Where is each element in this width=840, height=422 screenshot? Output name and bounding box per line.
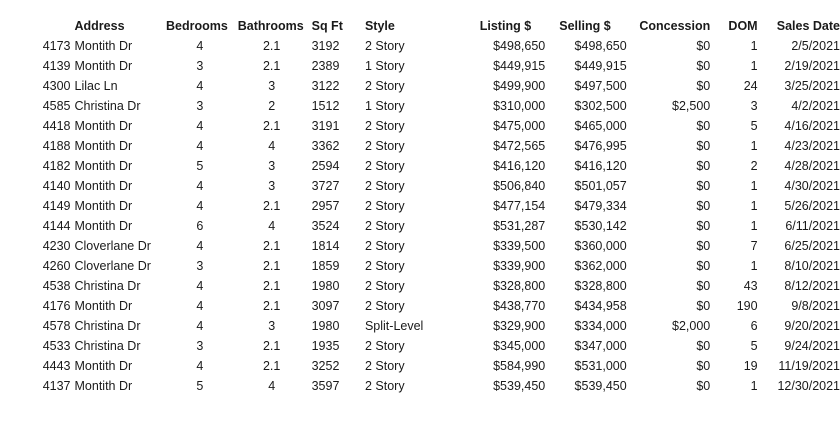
selling-price-cell: $328,800: [574, 279, 627, 293]
table-row: [0, 56, 840, 76]
sqft-cell: 3122: [311, 79, 340, 93]
sales-date-cell: 4/30/2021: [784, 179, 840, 193]
concession-cell: $0: [696, 159, 711, 173]
street-name-cell: Montith Dr: [74, 179, 133, 193]
sqft-cell: 3252: [311, 359, 340, 373]
street-name-cell: Montith Dr: [74, 59, 133, 73]
table-row: [0, 356, 840, 376]
address-number-cell: 4140: [42, 179, 71, 193]
sqft-cell: 3524: [311, 219, 340, 233]
sales-date-cell: 4/16/2021: [784, 119, 840, 133]
listing-price-cell: $416,120: [493, 159, 546, 173]
style-cell: 2 Story: [364, 179, 405, 193]
sales-date-cell: 9/8/2021: [791, 299, 840, 313]
sqft-cell: 1814: [311, 239, 340, 253]
bedrooms-cell: 4: [196, 39, 204, 53]
address-number-cell: 4149: [42, 199, 71, 213]
sqft-cell: 2389: [311, 59, 340, 73]
bathrooms-cell: 3: [268, 179, 276, 193]
street-name-cell: Christina Dr: [74, 339, 141, 353]
header-selling-price: Selling $: [559, 19, 611, 33]
header-bathrooms: Bathrooms: [237, 19, 304, 33]
selling-price-cell: $530,142: [574, 219, 627, 233]
dom-cell: 7: [750, 239, 758, 253]
bathrooms-cell: 2.1: [262, 299, 281, 313]
dom-cell: 3: [750, 99, 758, 113]
concession-cell: $0: [696, 279, 711, 293]
bedrooms-cell: 4: [196, 139, 204, 153]
style-cell: 2 Story: [364, 279, 405, 293]
address-number-cell: 4443: [42, 359, 71, 373]
sales-date-cell: 12/30/2021: [777, 379, 840, 393]
dom-cell: 24: [743, 79, 758, 93]
dom-cell: 1: [750, 219, 758, 233]
listing-price-cell: $531,287: [493, 219, 546, 233]
table-row: [0, 376, 840, 396]
bedrooms-cell: 4: [196, 119, 204, 133]
listing-price-cell: $472,565: [493, 139, 546, 153]
bathrooms-cell: 2.1: [262, 239, 281, 253]
listing-price-cell: $449,915: [493, 59, 546, 73]
dom-cell: 5: [750, 339, 758, 353]
bathrooms-cell: 3: [268, 79, 276, 93]
dom-cell: 1: [750, 199, 758, 213]
selling-price-cell: $539,450: [574, 379, 627, 393]
bedrooms-cell: 5: [196, 379, 204, 393]
bedrooms-cell: 3: [196, 339, 204, 353]
table-row: [0, 136, 840, 156]
listing-price-cell: $345,000: [493, 339, 546, 353]
street-name-cell: Lilac Ln: [74, 79, 118, 93]
concession-cell: $0: [696, 119, 711, 133]
dom-cell: 1: [750, 259, 758, 273]
table-row: [0, 336, 840, 356]
bedrooms-cell: 4: [196, 319, 204, 333]
street-name-cell: Montith Dr: [74, 379, 133, 393]
bedrooms-cell: 4: [196, 199, 204, 213]
table-row: [0, 116, 840, 136]
bathrooms-cell: 2.1: [262, 59, 281, 73]
bathrooms-cell: 2.1: [262, 199, 281, 213]
bedrooms-cell: 4: [196, 179, 204, 193]
address-number-cell: 4137: [42, 379, 71, 393]
bedrooms-cell: 6: [196, 219, 204, 233]
concession-cell: $0: [696, 259, 711, 273]
selling-price-cell: $434,958: [574, 299, 627, 313]
listing-price-cell: $328,800: [493, 279, 546, 293]
dom-cell: 190: [736, 299, 758, 313]
dom-cell: 43: [743, 279, 758, 293]
dom-cell: 6: [750, 319, 758, 333]
street-name-cell: Montith Dr: [74, 299, 133, 313]
selling-price-cell: $498,650: [574, 39, 627, 53]
table-row: [0, 276, 840, 296]
concession-cell: $2,500: [672, 99, 711, 113]
address-number-cell: 4578: [42, 319, 71, 333]
style-cell: 2 Story: [364, 159, 405, 173]
style-cell: 2 Story: [364, 199, 405, 213]
street-name-cell: Montith Dr: [74, 159, 133, 173]
table-row: [0, 96, 840, 116]
table-row: [0, 156, 840, 176]
listing-price-cell: $477,154: [493, 199, 546, 213]
sqft-cell: 2594: [311, 159, 340, 173]
sales-date-cell: 4/23/2021: [784, 139, 840, 153]
sales-date-cell: 3/25/2021: [784, 79, 840, 93]
bathrooms-cell: 2.1: [262, 339, 281, 353]
bathrooms-cell: 2.1: [262, 359, 281, 373]
style-cell: 2 Story: [364, 299, 405, 313]
style-cell: 1 Story: [364, 59, 405, 73]
dom-cell: 1: [750, 39, 758, 53]
header-concession: Concession: [639, 19, 711, 33]
listing-price-cell: $539,450: [493, 379, 546, 393]
address-number-cell: 4300: [42, 79, 71, 93]
bedrooms-cell: 3: [196, 259, 204, 273]
style-cell: 2 Story: [364, 119, 405, 133]
bathrooms-cell: 3: [268, 319, 276, 333]
address-number-cell: 4260: [42, 259, 71, 273]
street-name-cell: Montith Dr: [74, 219, 133, 233]
bedrooms-cell: 4: [196, 299, 204, 313]
selling-price-cell: $302,500: [574, 99, 627, 113]
dom-cell: 1: [750, 139, 758, 153]
dom-cell: 1: [750, 59, 758, 73]
selling-price-cell: $476,995: [574, 139, 627, 153]
sales-date-cell: 8/12/2021: [784, 279, 840, 293]
bathrooms-cell: 2.1: [262, 259, 281, 273]
selling-price-cell: $465,000: [574, 119, 627, 133]
concession-cell: $2,000: [672, 319, 711, 333]
bathrooms-cell: 4: [268, 379, 276, 393]
listing-price-cell: $339,900: [493, 259, 546, 273]
selling-price-cell: $531,000: [574, 359, 627, 373]
bathrooms-cell: 3: [268, 159, 276, 173]
header-listing-price: Listing $: [479, 19, 532, 33]
table-row: [0, 76, 840, 96]
header-dom: DOM: [728, 19, 758, 33]
address-number-cell: 4418: [42, 119, 71, 133]
concession-cell: $0: [696, 139, 711, 153]
concession-cell: $0: [696, 299, 711, 313]
sales-date-cell: 4/28/2021: [784, 159, 840, 173]
bedrooms-cell: 4: [196, 79, 204, 93]
selling-price-cell: $334,000: [574, 319, 627, 333]
bathrooms-cell: 4: [268, 139, 276, 153]
selling-price-cell: $347,000: [574, 339, 627, 353]
concession-cell: $0: [696, 239, 711, 253]
listing-price-cell: $506,840: [493, 179, 546, 193]
sqft-cell: 3597: [311, 379, 340, 393]
listing-price-cell: $584,990: [493, 359, 546, 373]
style-cell: 2 Story: [364, 359, 405, 373]
sales-date-cell: 9/24/2021: [784, 339, 840, 353]
listing-price-cell: $310,000: [493, 99, 546, 113]
header-row: [0, 16, 840, 36]
listing-price-cell: $475,000: [493, 119, 546, 133]
sales-date-cell: 9/20/2021: [784, 319, 840, 333]
header-style: Style: [364, 19, 395, 33]
street-name-cell: Montith Dr: [74, 119, 133, 133]
table-row: [0, 316, 840, 336]
concession-cell: $0: [696, 59, 711, 73]
table-row: [0, 216, 840, 236]
sqft-cell: 1512: [311, 99, 340, 113]
header-sales-date: Sales Date: [776, 19, 840, 33]
bedrooms-cell: 4: [196, 279, 204, 293]
street-name-cell: Christina Dr: [74, 279, 141, 293]
sales-date-cell: 8/10/2021: [784, 259, 840, 273]
selling-price-cell: $416,120: [574, 159, 627, 173]
sqft-cell: 2957: [311, 199, 340, 213]
address-number-cell: 4176: [42, 299, 71, 313]
style-cell: 2 Story: [364, 79, 405, 93]
concession-cell: $0: [696, 379, 711, 393]
style-cell: 1 Story: [364, 99, 405, 113]
style-cell: 2 Story: [364, 379, 405, 393]
sqft-cell: 3191: [311, 119, 340, 133]
style-cell: 2 Story: [364, 259, 405, 273]
selling-price-cell: $501,057: [574, 179, 627, 193]
bedrooms-cell: 3: [196, 99, 204, 113]
sales-date-cell: 2/5/2021: [791, 39, 840, 53]
concession-cell: $0: [696, 359, 711, 373]
style-cell: 2 Story: [364, 339, 405, 353]
street-name-cell: Montith Dr: [74, 199, 133, 213]
table-row: [0, 196, 840, 216]
street-name-cell: Cloverlane Dr: [74, 259, 151, 273]
listing-price-cell: $339,500: [493, 239, 546, 253]
table-row: [0, 296, 840, 316]
address-number-cell: 4173: [42, 39, 71, 53]
address-number-cell: 4230: [42, 239, 71, 253]
sales-table: [0, 16, 840, 396]
sqft-cell: 1935: [311, 339, 340, 353]
table-row: [0, 36, 840, 56]
header-bedrooms: Bedrooms: [166, 19, 228, 33]
sqft-cell: 1980: [311, 319, 340, 333]
street-name-cell: Christina Dr: [74, 319, 141, 333]
selling-price-cell: $497,500: [574, 79, 627, 93]
table-row: [0, 236, 840, 256]
address-number-cell: 4188: [42, 139, 71, 153]
style-cell: Split-Level: [364, 319, 424, 333]
address-number-cell: 4182: [42, 159, 71, 173]
dom-cell: 1: [750, 379, 758, 393]
sqft-cell: 3192: [311, 39, 340, 53]
sales-date-cell: 5/26/2021: [784, 199, 840, 213]
bedrooms-cell: 4: [196, 239, 204, 253]
style-cell: 2 Story: [364, 139, 405, 153]
listing-price-cell: $499,900: [493, 79, 546, 93]
address-number-cell: 4139: [42, 59, 71, 73]
selling-price-cell: $362,000: [574, 259, 627, 273]
bathrooms-cell: 2.1: [262, 119, 281, 133]
listing-price-cell: $498,650: [493, 39, 546, 53]
street-name-cell: Montith Dr: [74, 39, 133, 53]
listing-price-cell: $438,770: [493, 299, 546, 313]
sales-date-cell: 2/19/2021: [784, 59, 840, 73]
address-number-cell: 4144: [42, 219, 71, 233]
dom-cell: 2: [750, 159, 758, 173]
sales-date-cell: 6/11/2021: [785, 219, 840, 233]
address-number-cell: 4533: [42, 339, 71, 353]
street-name-cell: Christina Dr: [74, 99, 141, 113]
selling-price-cell: $360,000: [574, 239, 627, 253]
sqft-cell: 3727: [311, 179, 340, 193]
header-sqft: Sq Ft: [311, 19, 343, 33]
sqft-cell: 3097: [311, 299, 340, 313]
bathrooms-cell: 2.1: [262, 279, 281, 293]
sales-date-cell: 4/2/2021: [791, 99, 840, 113]
bathrooms-cell: 2: [268, 99, 276, 113]
table-row: [0, 256, 840, 276]
header-address: Address: [74, 19, 125, 33]
dom-cell: 1: [750, 179, 758, 193]
listing-price-cell: $329,900: [493, 319, 546, 333]
style-cell: 2 Story: [364, 39, 405, 53]
address-number-cell: 4538: [42, 279, 71, 293]
header-address-number-cell: [0, 16, 75, 36]
dom-cell: 19: [743, 359, 758, 373]
sqft-cell: 1980: [311, 279, 340, 293]
style-cell: 2 Story: [364, 219, 405, 233]
concession-cell: $0: [696, 339, 711, 353]
style-cell: 2 Story: [364, 239, 405, 253]
street-name-cell: Montith Dr: [74, 139, 133, 153]
bathrooms-cell: 2.1: [262, 39, 281, 53]
street-name-cell: Montith Dr: [74, 359, 133, 373]
table-row: [0, 176, 840, 196]
address-number-cell: 4585: [42, 99, 71, 113]
sqft-cell: 1859: [311, 259, 340, 273]
concession-cell: $0: [696, 179, 711, 193]
bedrooms-cell: 5: [196, 159, 204, 173]
bedrooms-cell: 3: [196, 59, 204, 73]
bathrooms-cell: 4: [268, 219, 276, 233]
sales-date-cell: 6/25/2021: [784, 239, 840, 253]
selling-price-cell: $449,915: [574, 59, 627, 73]
sqft-cell: 3362: [311, 139, 340, 153]
concession-cell: $0: [696, 199, 711, 213]
selling-price-cell: $479,334: [574, 199, 627, 213]
sales-date-cell: 11/19/2021: [778, 359, 840, 373]
concession-cell: $0: [696, 39, 711, 53]
street-name-cell: Cloverlane Dr: [74, 239, 151, 253]
bedrooms-cell: 4: [196, 359, 204, 373]
dom-cell: 5: [750, 119, 758, 133]
concession-cell: $0: [696, 219, 711, 233]
concession-cell: $0: [696, 79, 711, 93]
